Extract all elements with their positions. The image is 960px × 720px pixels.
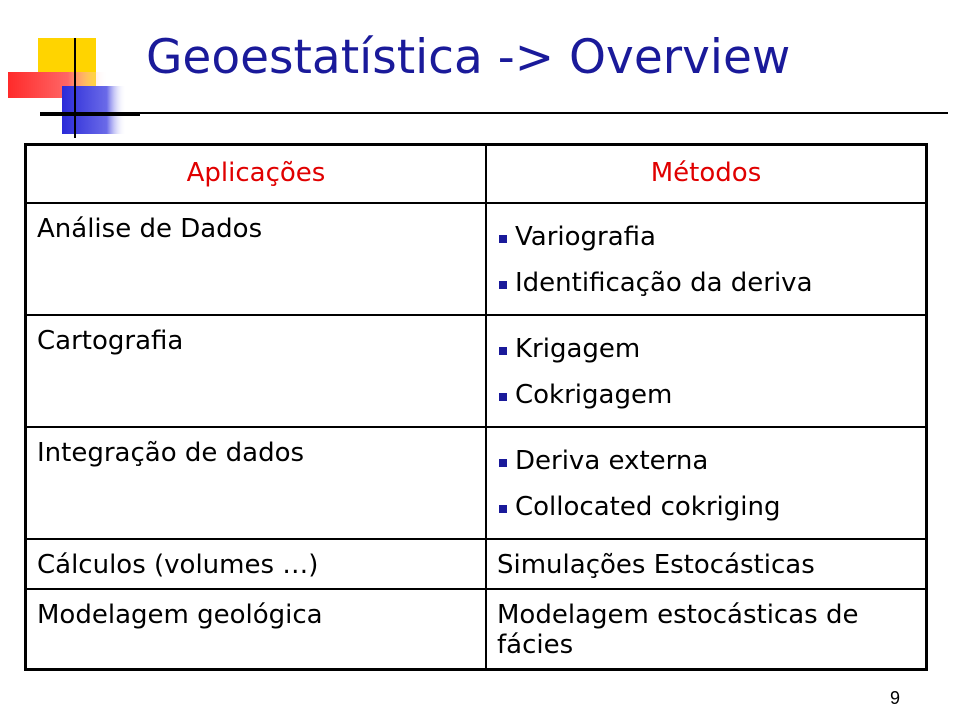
method-item: Identificação da deriva	[497, 260, 915, 306]
table-row	[26, 427, 927, 539]
header-applications: Aplicações	[26, 145, 487, 204]
methods-list	[497, 438, 915, 530]
application-cell: Cartografia	[26, 315, 487, 427]
application-cell: Integração de dados	[26, 427, 487, 539]
methods-cell	[486, 203, 927, 315]
methods-list	[497, 214, 915, 306]
table-row	[26, 315, 927, 427]
method-item: Collocated cokriging	[497, 484, 915, 530]
methods-cell: Modelagem estocásticas de fácies	[486, 589, 927, 670]
page-number: 9	[890, 688, 901, 708]
application-cell: Cálculos (volumes …)	[26, 539, 487, 589]
overview-table	[24, 143, 928, 671]
slide-logo-decoration	[0, 0, 140, 150]
methods-cell	[486, 427, 927, 539]
method-item: Krigagem	[497, 326, 915, 372]
application-cell: Modelagem geológica	[26, 589, 487, 670]
method-item: Variografia	[497, 214, 915, 260]
table-row	[26, 539, 927, 589]
method-item: Cokrigagem	[497, 372, 915, 418]
method-item: Deriva externa	[497, 438, 915, 484]
table-header-row	[26, 145, 927, 204]
table-row	[26, 589, 927, 670]
title-underline	[40, 112, 948, 114]
application-cell: Análise de Dados	[26, 203, 487, 315]
header-methods: Métodos	[486, 145, 927, 204]
methods-cell	[486, 315, 927, 427]
methods-list	[497, 326, 915, 418]
table-row	[26, 203, 927, 315]
slide-title: Geoestatística -> Overview	[146, 30, 791, 85]
methods-cell: Simulações Estocásticas	[486, 539, 927, 589]
